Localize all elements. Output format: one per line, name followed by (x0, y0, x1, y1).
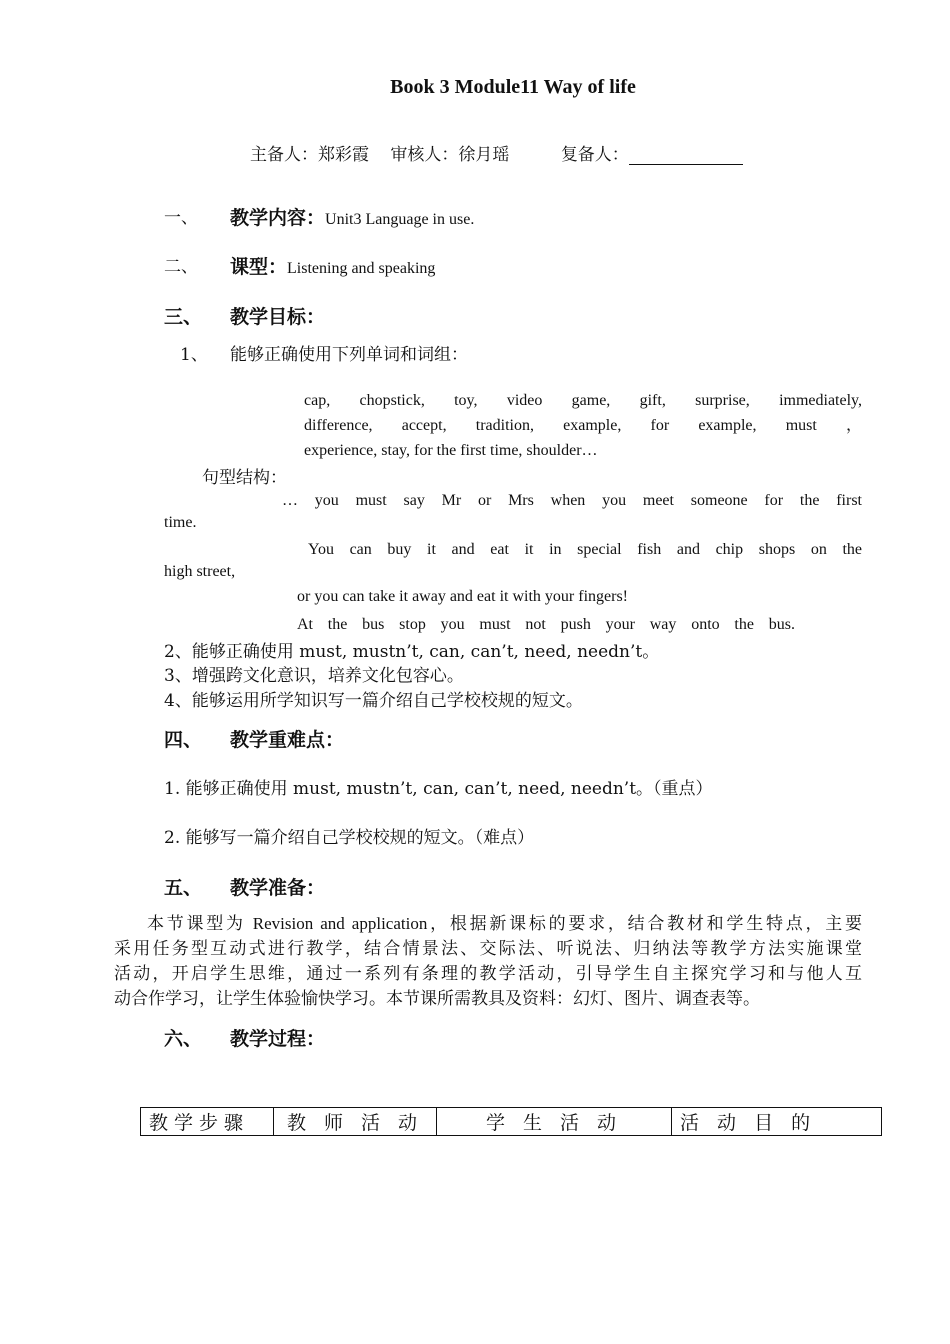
preparation-line-4: 动合作学习，让学生体验愉快学习。本节课所需教具及资料：幻灯、图片、调查表等。 (114, 989, 760, 1008)
vocab-line-1: cap, chopstick, toy, video game, gift, surprise, immediately, (304, 392, 862, 409)
goal-2: 2、能够正确使用 must, mustn’t, can, can’t, need, needn’t。 (164, 642, 660, 662)
section-2-text: Listening and speaking (287, 260, 436, 277)
vocab-line-3: experience, stay, for the first time, shoulder… (304, 442, 598, 459)
header-student-activity: 学 生 活 动 (437, 1108, 672, 1136)
section-3 (0, 302, 950, 328)
section-1-text: Unit3 Language in use. (325, 211, 475, 228)
section-6-number: 六、 (164, 1028, 203, 1050)
preparation-line-2: 采用任务型互动式进行教学，结合情景法、交际法、听说法、归纳法等教学方法实施课堂 (114, 939, 862, 958)
section-6 (0, 1024, 950, 1050)
keypoint-1: 1. 能够正确使用 must, mustn’t, can, can’t, need, needn’t。（重点） (164, 779, 713, 799)
header-activity-purpose: 活 动 目 的 (672, 1108, 882, 1136)
section-2 (0, 252, 950, 278)
section-6-label: 教学过程： (230, 1028, 326, 1050)
document-title: Book 3 Module11 Way of life (390, 76, 636, 98)
authors-line (250, 140, 759, 165)
keypoint-2: 2. 能够写一篇介绍自己学校校规的短文。（难点） (164, 828, 535, 848)
goal-3: 3、增强跨文化意识，培养文化包容心。 (164, 666, 464, 686)
goal-1-text: 能够正确使用下列单词和词组： (230, 345, 468, 365)
goal-1-number: 1、 (180, 345, 208, 365)
sentence-2-line-2: high street, (164, 563, 236, 580)
section-5-number: 五、 (164, 877, 203, 899)
section-4-number: 四、 (164, 729, 203, 751)
section-5-label: 教学准备： (230, 877, 326, 899)
table-header-row (141, 1108, 882, 1136)
sentence-structure-label: 句型结构： (202, 468, 287, 488)
sentence-1-line-1: … you must say Mr or Mrs when you meet someone for the first (282, 492, 862, 509)
sentence-1-line-2: time. (164, 514, 197, 531)
section-1-label: 教学内容： (230, 207, 326, 229)
section-2-number: 二、 (164, 257, 198, 277)
section-1 (0, 203, 950, 229)
header-teaching-step: 教学步骤 (141, 1108, 274, 1136)
section-4 (0, 725, 950, 751)
preparation-paragraph (114, 911, 862, 1011)
secondary-author-blank (629, 147, 743, 165)
vocab-line-2: difference, accept, tradition, example, for example, must ， (304, 417, 862, 434)
reviewer: 审核人：徐月瑶 (390, 145, 510, 165)
sentence-4: At the bus stop you must not push your way onto the bus. (297, 616, 795, 633)
sentence-3: or you can take it away and eat it with your fingers! (297, 588, 628, 605)
teaching-process-table (140, 1107, 882, 1136)
header-teacher-activity: 教 师 活 动 (274, 1108, 437, 1136)
sentence-2-line-1: You can buy it and eat it in special fish and chip shops on the (308, 541, 862, 558)
preparation-line-1: 本节课型为 Revision and application，根据新课标的要求，结合教材和学生特点，主要 (147, 914, 862, 933)
section-3-label: 教学目标： (230, 306, 326, 328)
section-2-label: 课型： (230, 256, 288, 278)
goal-4: 4、能够运用所学知识写一篇介绍自己学校校规的短文。 (164, 691, 583, 711)
section-1-number: 一、 (164, 208, 198, 228)
secondary-author: 复备人： (560, 145, 629, 165)
main-author: 主备人：郑彩霞 (250, 145, 369, 165)
section-3-number: 三、 (164, 306, 203, 328)
vocabulary-list (304, 388, 862, 463)
preparation-line-3: 活动，开启学生思维，通过一系列有条理的教学活动，引导学生自主探究学习和与他人互 (114, 964, 862, 983)
section-5 (0, 873, 950, 899)
section-4-label: 教学重难点： (230, 729, 345, 751)
